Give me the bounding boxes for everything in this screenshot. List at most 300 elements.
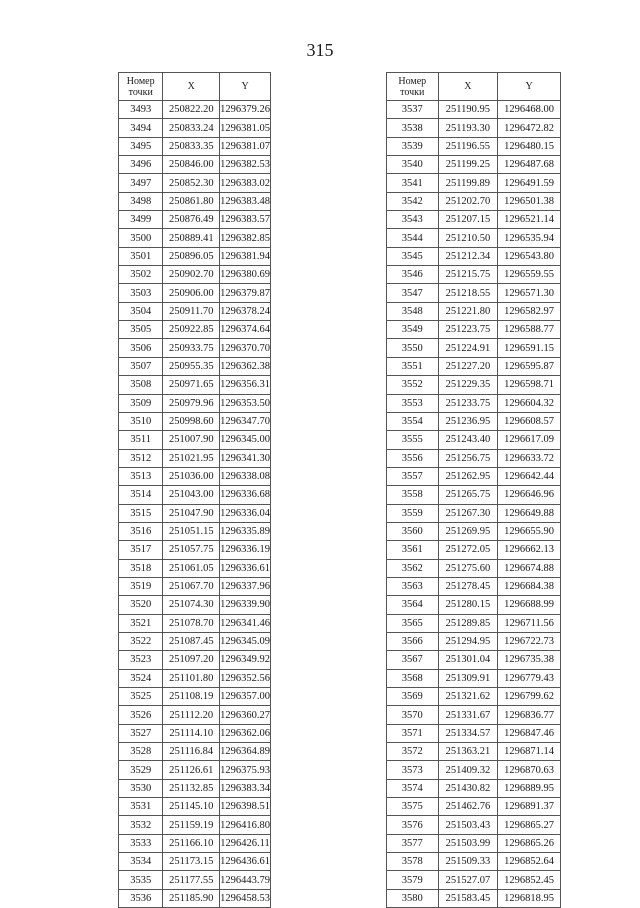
table-row — [387, 211, 561, 229]
cell-x: 251224.91 — [438, 339, 498, 357]
cell-x: 250971.65 — [163, 376, 220, 394]
page-number: 315 — [306, 40, 334, 60]
cell-x: 251229.35 — [438, 376, 498, 394]
cell-x: 251527.07 — [438, 871, 498, 889]
table-row — [387, 394, 561, 412]
cell-x: 251509.33 — [438, 853, 498, 871]
cell-point-number: 3567 — [387, 651, 439, 669]
cell-y: 1296836.77 — [498, 706, 561, 724]
cell-point-number: 3496 — [119, 156, 163, 174]
cell-point-number: 3555 — [387, 431, 439, 449]
table-row — [387, 412, 561, 430]
cell-x: 251503.99 — [438, 834, 498, 852]
cell-x: 250833.24 — [163, 119, 220, 137]
table-row — [387, 669, 561, 687]
column-header-point-line2: точки — [400, 86, 425, 98]
table-row — [387, 229, 561, 247]
cell-point-number: 3542 — [387, 192, 439, 210]
cell-y: 1296649.88 — [498, 504, 561, 522]
cell-x: 250902.70 — [163, 266, 220, 284]
cell-x: 251289.85 — [438, 614, 498, 632]
table-row — [387, 743, 561, 761]
cell-point-number: 3530 — [119, 779, 163, 797]
table-row — [387, 119, 561, 137]
cell-x: 251462.76 — [438, 798, 498, 816]
cell-x: 251108.19 — [163, 688, 220, 706]
cell-point-number: 3536 — [119, 889, 163, 907]
cell-x: 251363.21 — [438, 743, 498, 761]
table-row — [387, 357, 561, 375]
cell-y: 1296779.43 — [498, 669, 561, 687]
cell-point-number: 3504 — [119, 302, 163, 320]
cell-point-number: 3568 — [387, 669, 439, 687]
coordinates-table-left — [118, 72, 271, 908]
cell-x: 251218.55 — [438, 284, 498, 302]
cell-point-number: 3520 — [119, 596, 163, 614]
table-row — [119, 101, 271, 119]
cell-x: 250846.00 — [163, 156, 220, 174]
cell-point-number: 3512 — [119, 449, 163, 467]
cell-point-number: 3501 — [119, 247, 163, 265]
cell-point-number: 3514 — [119, 486, 163, 504]
cell-x: 251223.75 — [438, 321, 498, 339]
cell-x: 250998.60 — [163, 412, 220, 430]
cell-point-number: 3541 — [387, 174, 439, 192]
cell-y: 1296799.62 — [498, 688, 561, 706]
cell-point-number: 3575 — [387, 798, 439, 816]
cell-y: 1296382.53 — [220, 156, 271, 174]
cell-y: 1296847.46 — [498, 724, 561, 742]
table-row — [119, 871, 271, 889]
cell-x: 251177.55 — [163, 871, 220, 889]
cell-x: 250833.35 — [163, 137, 220, 155]
cell-x: 251199.25 — [438, 156, 498, 174]
table-row — [387, 137, 561, 155]
cell-y: 1296341.30 — [220, 449, 271, 467]
table-row — [387, 247, 561, 265]
cell-x: 251043.00 — [163, 486, 220, 504]
cell-y: 1296674.88 — [498, 559, 561, 577]
table-row — [119, 724, 271, 742]
cell-x: 251087.45 — [163, 632, 220, 650]
table-row — [119, 816, 271, 834]
table-row — [387, 651, 561, 669]
table-row — [387, 467, 561, 485]
cell-y: 1296646.96 — [498, 486, 561, 504]
cell-point-number: 3574 — [387, 779, 439, 797]
cell-y: 1296865.26 — [498, 834, 561, 852]
cell-y: 1296336.68 — [220, 486, 271, 504]
cell-point-number: 3566 — [387, 632, 439, 650]
cell-point-number: 3556 — [387, 449, 439, 467]
cell-x: 251159.19 — [163, 816, 220, 834]
cell-point-number: 3569 — [387, 688, 439, 706]
cell-y: 1296426.11 — [220, 834, 271, 852]
cell-x: 251101.80 — [163, 669, 220, 687]
table-row — [119, 394, 271, 412]
table-row — [387, 321, 561, 339]
cell-x: 251236.95 — [438, 412, 498, 430]
cell-x: 250861.80 — [163, 192, 220, 210]
cell-y: 1296711.56 — [498, 614, 561, 632]
cell-point-number: 3506 — [119, 339, 163, 357]
cell-point-number: 3503 — [119, 284, 163, 302]
cell-x: 251112.20 — [163, 706, 220, 724]
table-row — [119, 229, 271, 247]
cell-point-number: 3573 — [387, 761, 439, 779]
cell-point-number: 3553 — [387, 394, 439, 412]
cell-x: 251233.75 — [438, 394, 498, 412]
cell-y: 1296381.05 — [220, 119, 271, 137]
cell-y: 1296339.90 — [220, 596, 271, 614]
column-header-x: X — [163, 73, 220, 101]
table-row — [119, 651, 271, 669]
cell-point-number: 3526 — [119, 706, 163, 724]
cell-y: 1296891.37 — [498, 798, 561, 816]
cell-x: 251078.70 — [163, 614, 220, 632]
cell-point-number: 3534 — [119, 853, 163, 871]
cell-y: 1296383.02 — [220, 174, 271, 192]
cell-y: 1296491.59 — [498, 174, 561, 192]
cell-point-number: 3525 — [119, 688, 163, 706]
cell-y: 1296353.50 — [220, 394, 271, 412]
table-row — [119, 688, 271, 706]
cell-y: 1296336.19 — [220, 541, 271, 559]
cell-point-number: 3529 — [119, 761, 163, 779]
cell-y: 1296582.97 — [498, 302, 561, 320]
cell-point-number: 3543 — [387, 211, 439, 229]
cell-y: 1296501.38 — [498, 192, 561, 210]
cell-x: 251331.67 — [438, 706, 498, 724]
table-row — [119, 449, 271, 467]
cell-point-number: 3509 — [119, 394, 163, 412]
cell-point-number: 3554 — [387, 412, 439, 430]
cell-x: 251321.62 — [438, 688, 498, 706]
table-row — [387, 266, 561, 284]
table-row — [387, 192, 561, 210]
cell-y: 1296335.89 — [220, 522, 271, 540]
cell-x: 251278.45 — [438, 577, 498, 595]
cell-point-number: 3535 — [119, 871, 163, 889]
cell-x: 251199.89 — [438, 174, 498, 192]
table-row — [387, 101, 561, 119]
cell-x: 251409.32 — [438, 761, 498, 779]
cell-x: 251309.91 — [438, 669, 498, 687]
table-row — [119, 302, 271, 320]
table-row — [119, 559, 271, 577]
cell-point-number: 3578 — [387, 853, 439, 871]
cell-x: 251067.70 — [163, 577, 220, 595]
cell-point-number: 3561 — [387, 541, 439, 559]
table-row — [119, 339, 271, 357]
cell-x: 251503.43 — [438, 816, 498, 834]
cell-y: 1296364.89 — [220, 743, 271, 761]
table-row — [119, 467, 271, 485]
cell-x: 251057.75 — [163, 541, 220, 559]
cell-x: 251269.95 — [438, 522, 498, 540]
cell-x: 251074.30 — [163, 596, 220, 614]
table-row — [119, 779, 271, 797]
cell-y: 1296370.70 — [220, 339, 271, 357]
cell-point-number: 3571 — [387, 724, 439, 742]
cell-y: 1296382.85 — [220, 229, 271, 247]
table-row — [119, 376, 271, 394]
cell-y: 1296818.95 — [498, 889, 561, 907]
cell-point-number: 3516 — [119, 522, 163, 540]
cell-y: 1296345.09 — [220, 632, 271, 650]
coordinates-table-right — [386, 72, 561, 908]
cell-point-number: 3577 — [387, 834, 439, 852]
cell-x: 250852.30 — [163, 174, 220, 192]
table-row — [119, 541, 271, 559]
cell-y: 1296588.77 — [498, 321, 561, 339]
table-row — [119, 522, 271, 540]
table-row — [387, 504, 561, 522]
cell-x: 251116.84 — [163, 743, 220, 761]
table-row — [119, 247, 271, 265]
coordinates-table-right-body — [387, 101, 561, 908]
table-row — [387, 522, 561, 540]
cell-y: 1296662.13 — [498, 541, 561, 559]
cell-x: 251212.34 — [438, 247, 498, 265]
cell-y: 1296487.68 — [498, 156, 561, 174]
table-row — [119, 486, 271, 504]
cell-point-number: 3513 — [119, 467, 163, 485]
cell-x: 251243.40 — [438, 431, 498, 449]
cell-x: 251210.50 — [438, 229, 498, 247]
column-header-point — [119, 73, 163, 101]
cell-point-number: 3493 — [119, 101, 163, 119]
cell-point-number: 3559 — [387, 504, 439, 522]
cell-x: 250911.70 — [163, 302, 220, 320]
cell-y: 1296468.00 — [498, 101, 561, 119]
table-row — [119, 156, 271, 174]
cell-point-number: 3579 — [387, 871, 439, 889]
cell-x: 251173.15 — [163, 853, 220, 871]
cell-x: 251202.70 — [438, 192, 498, 210]
table-row — [387, 284, 561, 302]
cell-point-number: 3564 — [387, 596, 439, 614]
table-row — [119, 743, 271, 761]
cell-point-number: 3502 — [119, 266, 163, 284]
cell-y: 1296362.38 — [220, 357, 271, 375]
cell-y: 1296604.32 — [498, 394, 561, 412]
cell-y: 1296357.00 — [220, 688, 271, 706]
cell-y: 1296472.82 — [498, 119, 561, 137]
cell-y: 1296356.31 — [220, 376, 271, 394]
cell-point-number: 3511 — [119, 431, 163, 449]
table-row — [387, 431, 561, 449]
cell-y: 1296347.70 — [220, 412, 271, 430]
cell-x: 251061.05 — [163, 559, 220, 577]
cell-point-number: 3548 — [387, 302, 439, 320]
table-row — [119, 137, 271, 155]
cell-x: 251265.75 — [438, 486, 498, 504]
cell-point-number: 3551 — [387, 357, 439, 375]
table-row — [387, 816, 561, 834]
cell-x: 251145.10 — [163, 798, 220, 816]
cell-point-number: 3522 — [119, 632, 163, 650]
cell-x: 251193.30 — [438, 119, 498, 137]
cell-point-number: 3515 — [119, 504, 163, 522]
cell-point-number: 3523 — [119, 651, 163, 669]
cell-x: 251132.85 — [163, 779, 220, 797]
cell-x: 251114.10 — [163, 724, 220, 742]
table-row — [387, 871, 561, 889]
cell-y: 1296379.26 — [220, 101, 271, 119]
cell-y: 1296591.15 — [498, 339, 561, 357]
table-row — [387, 688, 561, 706]
cell-y: 1296870.63 — [498, 761, 561, 779]
cell-y: 1296336.04 — [220, 504, 271, 522]
cell-point-number: 3570 — [387, 706, 439, 724]
cell-y: 1296380.69 — [220, 266, 271, 284]
table-row — [387, 302, 561, 320]
cell-point-number: 3563 — [387, 577, 439, 595]
table-row — [387, 541, 561, 559]
cell-point-number: 3576 — [387, 816, 439, 834]
cell-y: 1296378.24 — [220, 302, 271, 320]
cell-point-number: 3524 — [119, 669, 163, 687]
cell-x: 251047.90 — [163, 504, 220, 522]
cell-y: 1296349.92 — [220, 651, 271, 669]
cell-point-number: 3499 — [119, 211, 163, 229]
cell-x: 251256.75 — [438, 449, 498, 467]
table-header-row — [119, 73, 271, 101]
cell-x: 251430.82 — [438, 779, 498, 797]
cell-point-number: 3517 — [119, 541, 163, 559]
table-row — [119, 192, 271, 210]
cell-point-number: 3545 — [387, 247, 439, 265]
cell-y: 1296865.27 — [498, 816, 561, 834]
cell-x: 250822.20 — [163, 101, 220, 119]
column-header-point-line1: Номер — [398, 75, 427, 87]
cell-y: 1296735.38 — [498, 651, 561, 669]
cell-y: 1296338.08 — [220, 467, 271, 485]
table-row — [119, 614, 271, 632]
cell-y: 1296383.34 — [220, 779, 271, 797]
table-row — [387, 577, 561, 595]
table-row — [119, 834, 271, 852]
cell-y: 1296374.64 — [220, 321, 271, 339]
cell-point-number: 3500 — [119, 229, 163, 247]
cell-point-number: 3518 — [119, 559, 163, 577]
table-row — [387, 559, 561, 577]
table-row — [387, 798, 561, 816]
cell-x: 251334.57 — [438, 724, 498, 742]
cell-y: 1296436.61 — [220, 853, 271, 871]
cell-x: 251036.00 — [163, 467, 220, 485]
cell-point-number: 3552 — [387, 376, 439, 394]
cell-y: 1296521.14 — [498, 211, 561, 229]
cell-y: 1296352.56 — [220, 669, 271, 687]
cell-x: 251196.55 — [438, 137, 498, 155]
cell-point-number: 3538 — [387, 119, 439, 137]
table-row — [119, 706, 271, 724]
table-row — [119, 266, 271, 284]
table-row — [387, 834, 561, 852]
cell-y: 1296852.45 — [498, 871, 561, 889]
cell-point-number: 3532 — [119, 816, 163, 834]
cell-point-number: 3498 — [119, 192, 163, 210]
cell-x: 251583.45 — [438, 889, 498, 907]
cell-y: 1296871.14 — [498, 743, 561, 761]
cell-x: 251097.20 — [163, 651, 220, 669]
cell-x: 250955.35 — [163, 357, 220, 375]
cell-point-number: 3539 — [387, 137, 439, 155]
cell-x: 250896.05 — [163, 247, 220, 265]
cell-x: 251021.95 — [163, 449, 220, 467]
cell-x: 250906.00 — [163, 284, 220, 302]
cell-y: 1296381.07 — [220, 137, 271, 155]
cell-y: 1296722.73 — [498, 632, 561, 650]
cell-y: 1296379.87 — [220, 284, 271, 302]
cell-point-number: 3533 — [119, 834, 163, 852]
cell-y: 1296383.48 — [220, 192, 271, 210]
table-row — [119, 321, 271, 339]
cell-point-number: 3546 — [387, 266, 439, 284]
cell-y: 1296416.80 — [220, 816, 271, 834]
cell-x: 251272.05 — [438, 541, 498, 559]
cell-point-number: 3557 — [387, 467, 439, 485]
cell-y: 1296684.38 — [498, 577, 561, 595]
cell-point-number: 3558 — [387, 486, 439, 504]
cell-point-number: 3549 — [387, 321, 439, 339]
table-row — [387, 156, 561, 174]
cell-y: 1296595.87 — [498, 357, 561, 375]
table-row — [387, 853, 561, 871]
table-row — [119, 412, 271, 430]
table-row — [119, 596, 271, 614]
column-header-point-line1: Номер — [126, 75, 155, 87]
cell-y: 1296360.27 — [220, 706, 271, 724]
table-row — [387, 174, 561, 192]
cell-x: 251185.90 — [163, 889, 220, 907]
cell-x: 250933.75 — [163, 339, 220, 357]
table-row — [119, 174, 271, 192]
cell-point-number: 3531 — [119, 798, 163, 816]
column-header-point-line2: точки — [128, 86, 153, 98]
cell-point-number: 3507 — [119, 357, 163, 375]
cell-point-number: 3537 — [387, 101, 439, 119]
table-row — [387, 376, 561, 394]
cell-x: 251126.61 — [163, 761, 220, 779]
cell-y: 1296559.55 — [498, 266, 561, 284]
cell-x: 251215.75 — [438, 266, 498, 284]
table-row — [119, 504, 271, 522]
cell-x: 250979.96 — [163, 394, 220, 412]
cell-point-number: 3521 — [119, 614, 163, 632]
table-row — [119, 632, 271, 650]
table-row — [387, 706, 561, 724]
cell-y: 1296598.71 — [498, 376, 561, 394]
cell-y: 1296543.80 — [498, 247, 561, 265]
cell-x: 251227.20 — [438, 357, 498, 375]
cell-point-number: 3528 — [119, 743, 163, 761]
cell-point-number: 3519 — [119, 577, 163, 595]
table-header-row — [387, 73, 561, 101]
cell-y: 1296655.90 — [498, 522, 561, 540]
cell-point-number: 3508 — [119, 376, 163, 394]
cell-point-number: 3550 — [387, 339, 439, 357]
cell-y: 1296889.95 — [498, 779, 561, 797]
table-row — [387, 449, 561, 467]
cell-y: 1296362.06 — [220, 724, 271, 742]
cell-y: 1296345.00 — [220, 431, 271, 449]
column-header-y: Y — [498, 73, 561, 101]
coordinates-table-left-body — [119, 101, 271, 908]
table-row — [119, 119, 271, 137]
